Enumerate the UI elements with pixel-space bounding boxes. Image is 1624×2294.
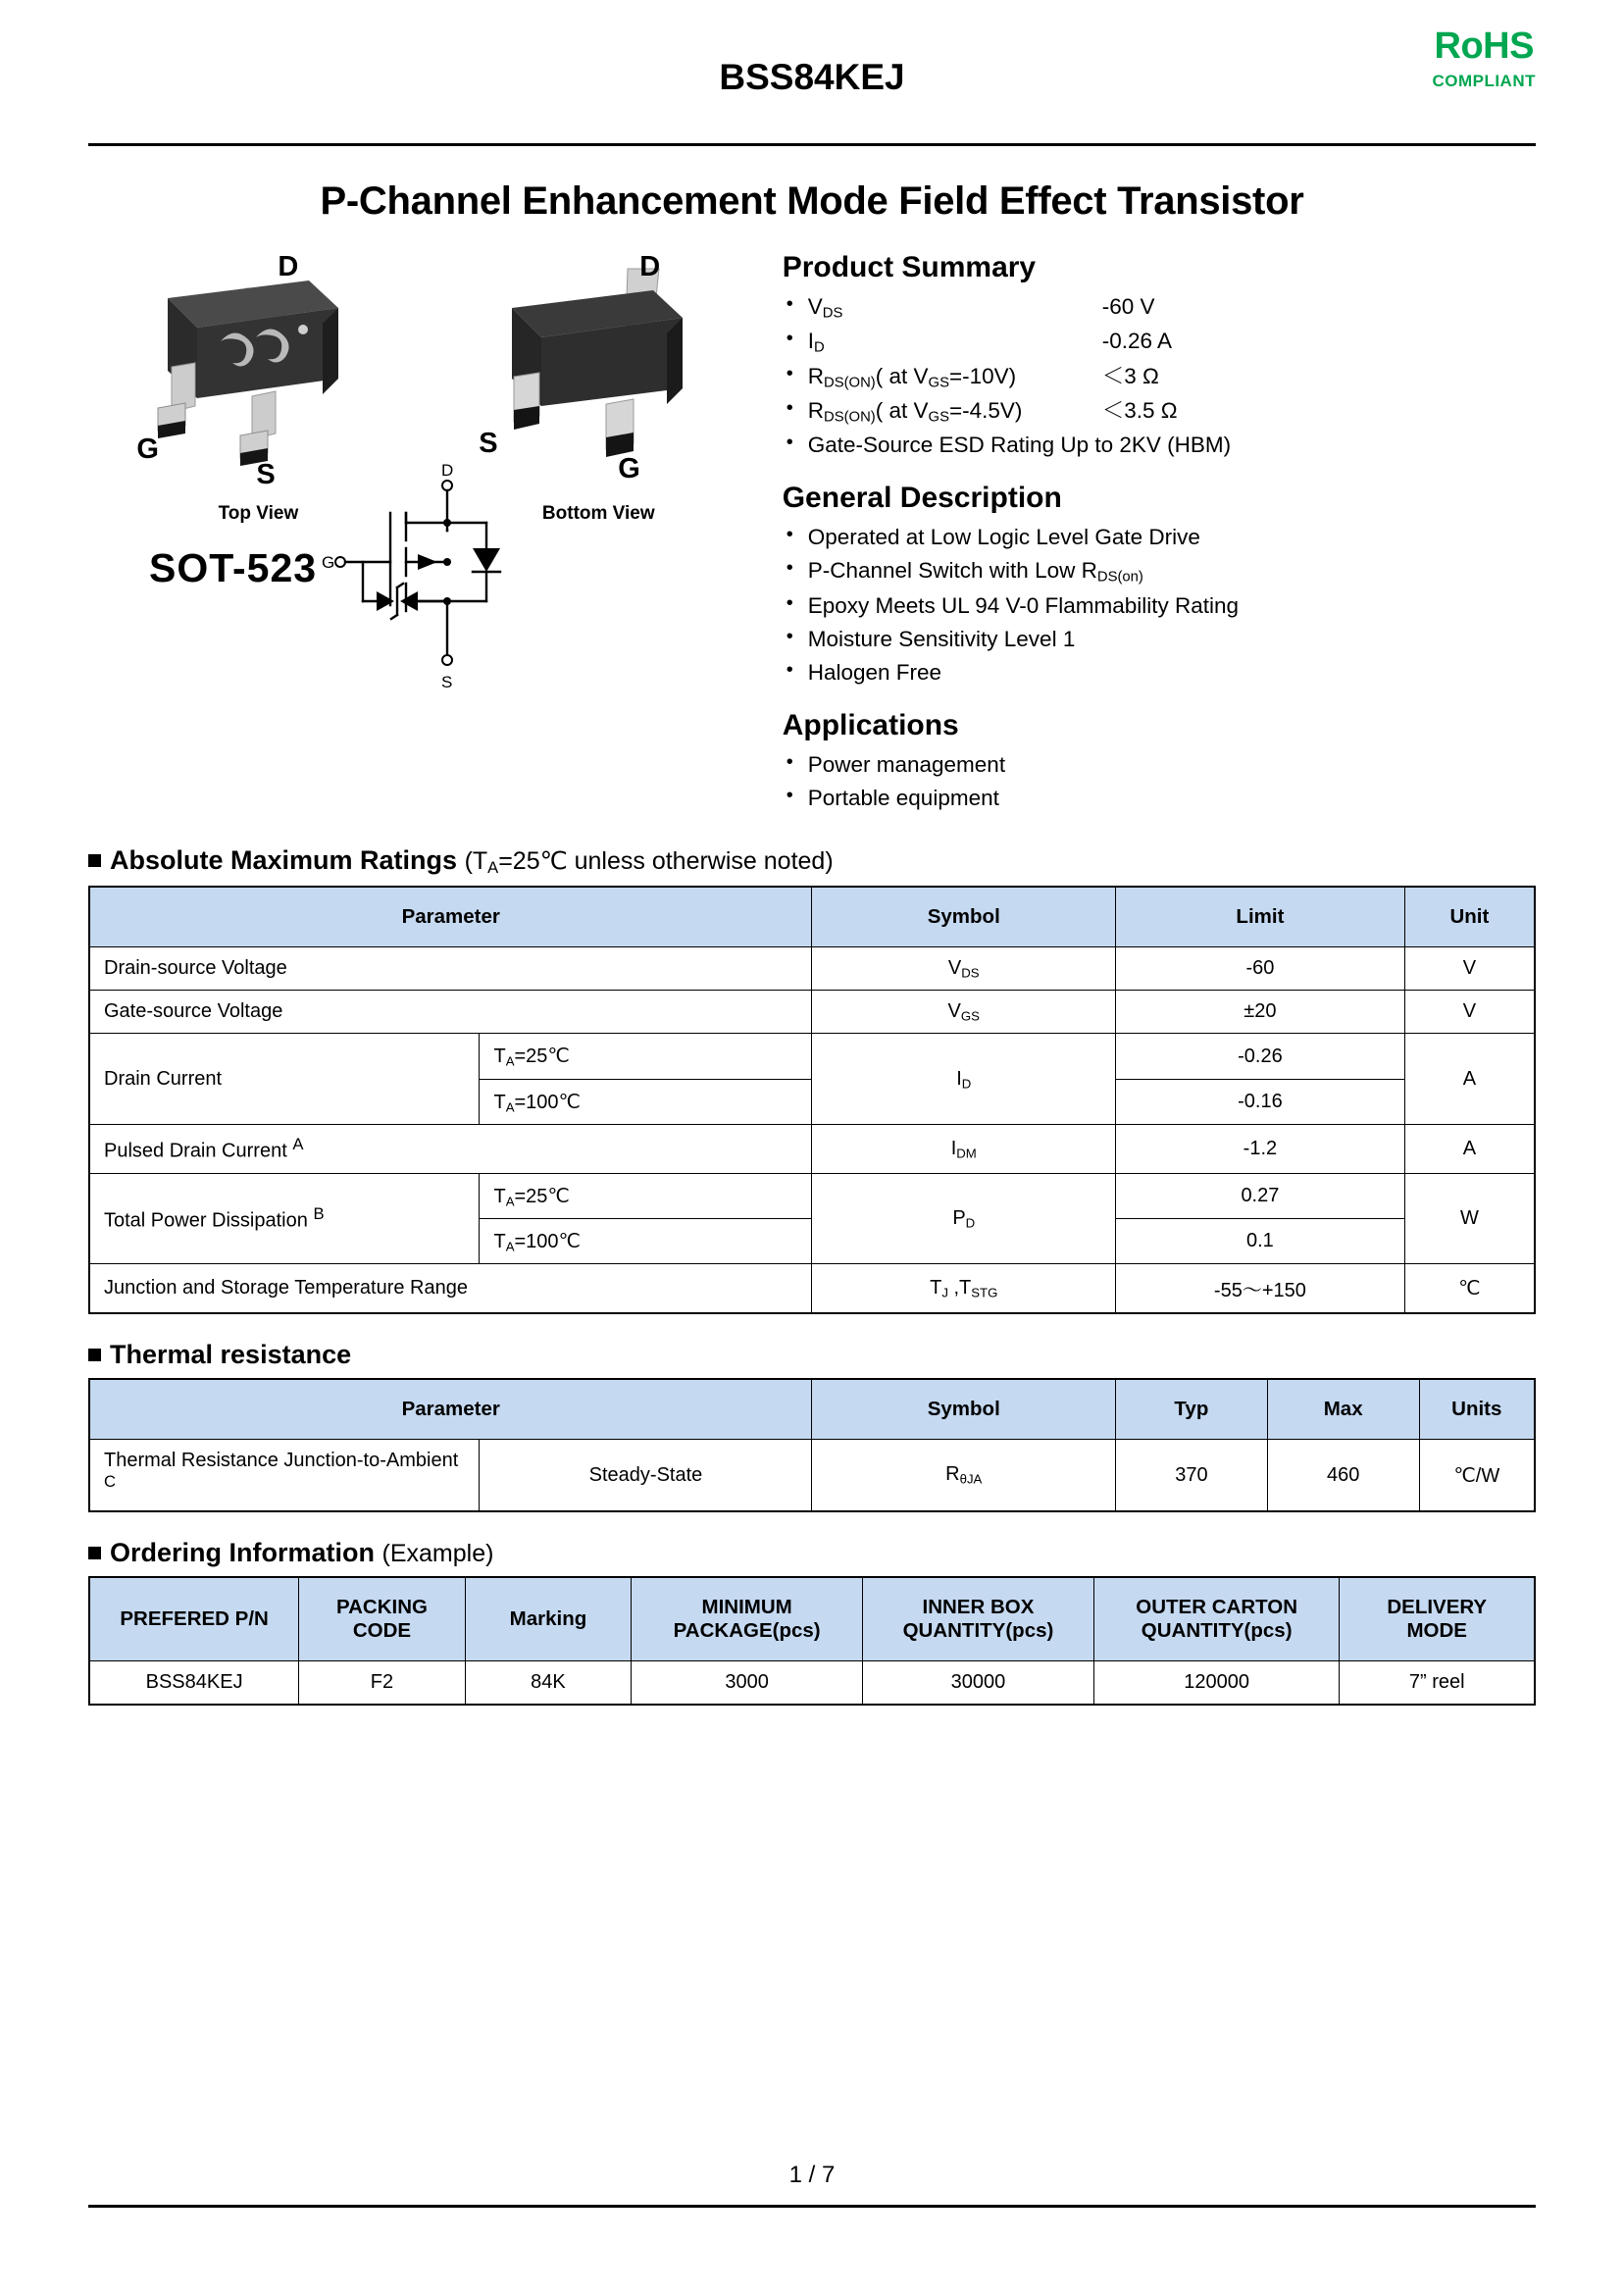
top-view-pin-d-label: D <box>278 251 299 282</box>
ordering-information-heading: Ordering Information (Example) <box>88 1538 1536 1568</box>
table-row <box>89 1034 1535 1079</box>
product-summary-item-value: -60 V <box>1101 294 1155 319</box>
overview-section <box>88 251 1536 816</box>
cell-symbol: $I_{DM}$ <box>812 1124 1116 1173</box>
column-header-symbol: Symbol <box>812 887 1116 947</box>
cell-symbol: $P_D$ <box>812 1173 1116 1264</box>
column-header: OUTER CARTON QUANTITY(pcs) <box>1093 1577 1340 1661</box>
general-description-heading: General Description <box>782 482 1062 515</box>
cell-symbol: $T_J$ $,T_{STG}$ <box>812 1264 1116 1314</box>
table-header-row <box>89 1577 1535 1661</box>
page-number: 1 / 7 <box>788 2162 836 2188</box>
table-row <box>89 1124 1535 1173</box>
general-description-item: • P-Channel Switch with Low $R_{DS(on)}$ <box>783 554 1536 588</box>
cell-inner-box-quantity: 30000 <box>863 1660 1094 1705</box>
general-description-list <box>783 521 1536 689</box>
document-title: P-Channel Enhancement Mode Field Effect Transistor <box>320 179 1304 223</box>
header-divider <box>88 143 1536 146</box>
absolute-maximum-ratings-heading: Absolute Maximum Ratings ($T_A=25℃$ unless otherwise noted) <box>88 845 1536 878</box>
thermal-resistance-heading: Thermal resistance <box>88 1340 1536 1370</box>
cell-limit: -0.16 <box>1116 1079 1405 1124</box>
page-header <box>88 0 1536 118</box>
applications-heading: Applications <box>782 709 959 742</box>
table-row <box>89 1173 1535 1218</box>
cell-unit: A <box>1404 1034 1535 1125</box>
product-summary-item <box>783 325 1536 359</box>
cell-limit: ±20 <box>1116 991 1405 1034</box>
cell-condition: $T_A=100℃$ <box>480 1079 812 1124</box>
cell-marking: 84K <box>465 1660 632 1705</box>
product-summary-item-label: • $V_{DS}$ <box>807 294 843 322</box>
cell-symbol: $V_{DS}$ <box>812 946 1116 990</box>
table-header-row <box>89 887 1535 947</box>
bottom-view-pin-s-label: S <box>479 428 498 459</box>
applications-item: • Power management <box>783 748 1536 782</box>
product-summary-item <box>783 290 1536 325</box>
cell-symbol: $R_{\theta JA}$ <box>812 1440 1116 1511</box>
cell-limit: -1.2 <box>1116 1124 1405 1173</box>
column-header: DELIVERY MODE <box>1340 1577 1535 1661</box>
square-bullet-icon <box>88 854 101 867</box>
square-bullet-icon <box>88 1349 101 1361</box>
product-summary-item-value: ＜3.5 Ω <box>1101 397 1178 423</box>
cell-parameter: Drain Current <box>89 1034 480 1125</box>
top-view-pin-s-label: S <box>256 459 276 490</box>
schematic-pin-g-label: G <box>322 553 335 572</box>
top-view-caption: Top View <box>218 503 299 524</box>
applications-list <box>783 748 1536 815</box>
cell-unit: V <box>1404 946 1535 990</box>
cell-symbol: $V_{GS}$ <box>812 991 1116 1034</box>
column-header-unit: Unit <box>1404 887 1535 947</box>
column-header-units: Units <box>1419 1379 1535 1440</box>
table-header-row <box>89 1379 1535 1440</box>
absolute-maximum-ratings-table <box>88 886 1536 1314</box>
schematic-pin-s-label: S <box>441 673 453 691</box>
page-footer <box>88 2162 1536 2208</box>
ordering-information-table <box>88 1576 1536 1706</box>
product-summary-item <box>783 394 1536 429</box>
general-description-item: • Moisture Sensitivity Level 1 <box>783 623 1536 656</box>
cell-limit: -60 <box>1116 946 1405 990</box>
cell-limit: -0.26 <box>1116 1034 1405 1079</box>
bottom-view-pin-g-label: G <box>618 453 640 484</box>
cell-minimum-package: 3000 <box>632 1660 863 1705</box>
cell-condition: Steady-State <box>480 1440 812 1511</box>
bottom-view-caption: Bottom View <box>541 503 655 524</box>
column-header-typ: Typ <box>1116 1379 1268 1440</box>
footer-divider <box>88 2205 1536 2208</box>
cell-unit: A <box>1404 1124 1535 1173</box>
mosfet-schematic-symbol <box>322 461 579 712</box>
cell-parameter: Pulsed Drain Current $^A$ <box>89 1124 812 1173</box>
rohs-compliant-label: COMPLIANT <box>1432 72 1536 90</box>
column-header-limit: Limit <box>1116 887 1405 947</box>
absolute-maximum-ratings-section <box>88 845 1536 1315</box>
column-header: INNER BOX QUANTITY(pcs) <box>863 1577 1094 1661</box>
square-bullet-icon <box>88 1547 101 1559</box>
thermal-resistance-table <box>88 1378 1536 1512</box>
column-header-symbol: Symbol <box>812 1379 1116 1440</box>
package-name-label: SOT-523 <box>149 545 318 590</box>
table-row <box>89 1440 1535 1511</box>
cell-limit: -55～+150 <box>1116 1264 1405 1314</box>
table-row <box>89 991 1535 1034</box>
cell-max: 460 <box>1267 1440 1419 1511</box>
cell-delivery-mode: 7” reel <box>1340 1660 1535 1705</box>
package-bottom-view <box>471 251 726 524</box>
cell-parameter: Gate-source Voltage <box>89 991 812 1034</box>
column-header-max: Max <box>1267 1379 1419 1440</box>
bottom-view-pin-d-label: D <box>639 251 661 282</box>
general-description-item: • Epoxy Meets UL 94 V-0 Flammability Rating <box>783 589 1536 623</box>
cell-condition: $T_A=25℃$ <box>480 1173 812 1218</box>
rohs-label: RoHS <box>1434 25 1534 67</box>
column-header-parameter: Parameter <box>89 1379 812 1440</box>
schematic-pin-d-label: D <box>441 461 454 480</box>
cell-parameter: Drain-source Voltage <box>89 946 812 990</box>
product-summary-item-label: • $R_{DS(ON)}$( at $V_{GS}=-10V$) <box>807 363 1017 391</box>
product-summary-item-label: Gate-Source ESD Rating Up to 2KV (HBM) <box>807 433 1232 458</box>
part-number-title: BSS84KEJ <box>719 57 905 97</box>
cell-unit: V <box>1404 991 1535 1034</box>
cell-condition: $T_A=25℃$ <box>480 1034 812 1079</box>
cell-limit: 0.1 <box>1116 1218 1405 1263</box>
sot523-bottom-view-icon <box>471 251 726 496</box>
table-row <box>89 946 1535 990</box>
specs-column <box>769 251 1536 816</box>
table-row <box>89 1660 1535 1705</box>
product-summary-item <box>783 360 1536 394</box>
cell-parameter: Junction and Storage Temperature Range <box>89 1264 812 1314</box>
product-summary-item-value: -0.26 A <box>1101 329 1173 354</box>
top-view-pin-g-label: G <box>136 433 159 465</box>
cell-condition: $T_A=100℃$ <box>480 1218 812 1263</box>
column-header-parameter: Parameter <box>89 887 812 947</box>
general-description-item: • Halogen Free <box>783 656 1536 689</box>
cell-units: ℃/W <box>1419 1440 1535 1511</box>
package-top-view <box>130 251 385 524</box>
column-header: PREFERED P/N <box>89 1577 299 1661</box>
product-summary-heading: Product Summary <box>782 251 1037 283</box>
cell-prefered-pn: BSS84KEJ <box>89 1660 299 1705</box>
general-description-item: • Operated at Low Logic Level Gate Drive <box>783 521 1536 554</box>
thermal-resistance-section <box>88 1340 1536 1512</box>
product-summary-item-label: • $I_D$ <box>807 329 825 356</box>
column-header: Marking <box>465 1577 632 1661</box>
product-summary-item-value: ＜3 Ω <box>1101 363 1159 388</box>
applications-item: • Portable equipment <box>783 782 1536 815</box>
cell-unit: ℃ <box>1404 1264 1535 1314</box>
package-graphics <box>88 251 769 816</box>
column-header: MINIMUM PACKAGE(pcs) <box>632 1577 863 1661</box>
product-summary-item <box>783 429 1536 462</box>
cell-symbol: $I_D$ <box>812 1034 1116 1125</box>
cell-outer-carton-quantity: 120000 <box>1093 1660 1340 1705</box>
cell-typ: 370 <box>1116 1440 1268 1511</box>
product-summary-item-label: • $R_{DS(ON)}$( at $V_{GS}=-4.5V$) <box>807 397 1023 426</box>
cell-unit: W <box>1404 1173 1535 1264</box>
cell-parameter: Thermal Resistance Junction-to-Ambient $^C$ <box>89 1440 480 1511</box>
product-summary-list <box>783 290 1536 462</box>
ordering-information-section <box>88 1538 1536 1706</box>
cell-limit: 0.27 <box>1116 1173 1405 1218</box>
cell-packing-code: F2 <box>299 1660 466 1705</box>
cell-parameter: Total Power Dissipation $^B$ <box>89 1173 480 1264</box>
table-row <box>89 1264 1535 1314</box>
column-header: PACKING CODE <box>299 1577 466 1661</box>
